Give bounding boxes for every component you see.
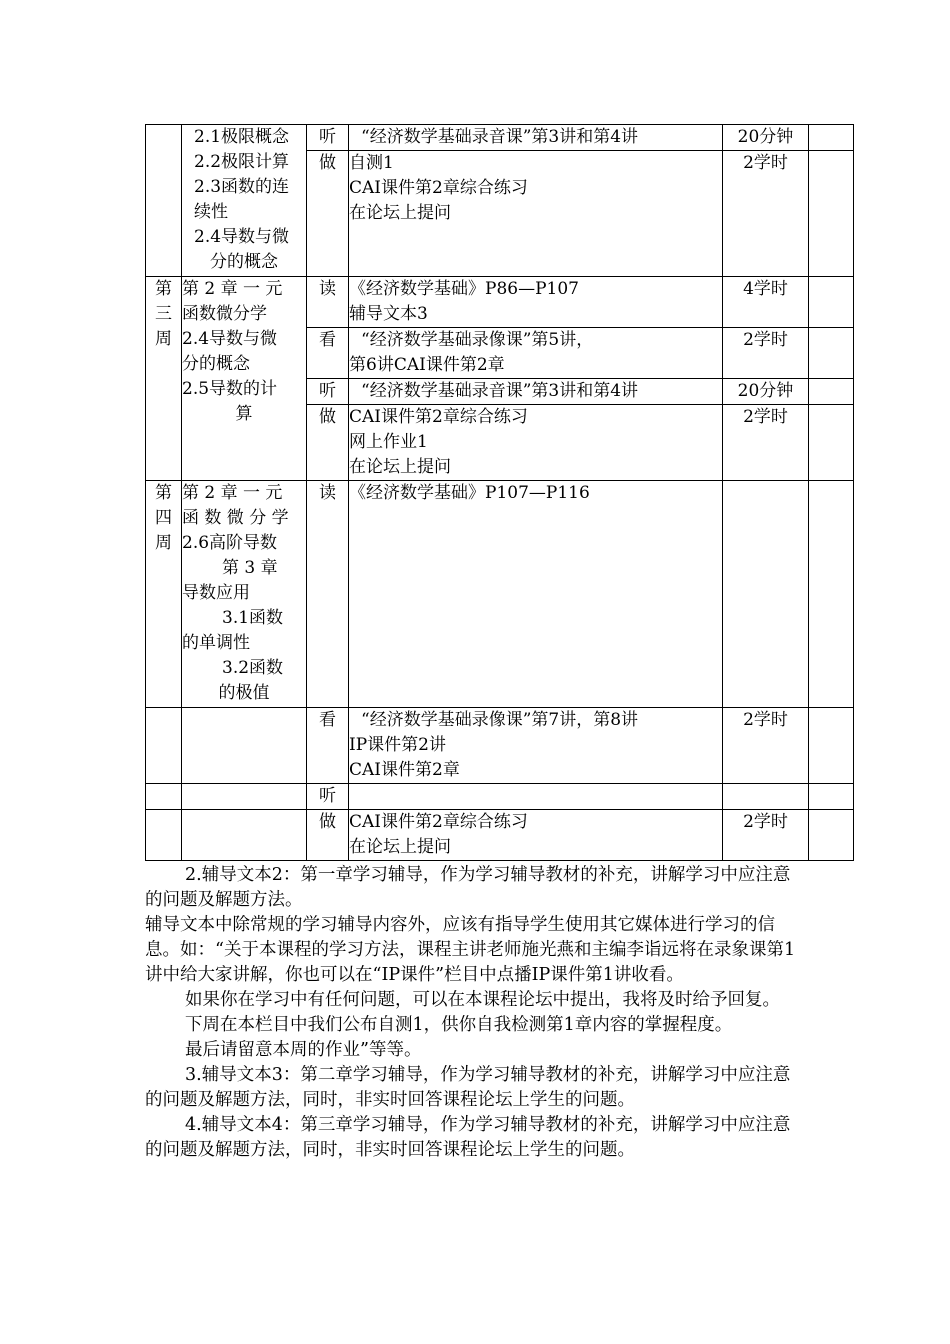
time-cell: 4学时 xyxy=(723,277,809,328)
table-row xyxy=(146,125,854,151)
note-cell xyxy=(809,379,854,405)
note-cell xyxy=(809,125,854,151)
week-cell xyxy=(146,125,182,277)
note-cell xyxy=(809,328,854,379)
chapter-cell: 2.1极限概念 2.2极限计算 2.3函数的连 续性 2.4导数与微 分的概念 xyxy=(182,125,307,277)
time-cell: 2学时 xyxy=(723,328,809,379)
note-cell xyxy=(809,481,854,708)
activity-cell: 做 xyxy=(307,151,349,277)
time-cell: 2学时 xyxy=(723,708,809,784)
content-cell: “经济数学基础录音课”第3讲和第4讲 xyxy=(349,125,723,151)
activity-cell: 看 xyxy=(307,328,349,379)
week-cell xyxy=(146,708,182,784)
activity-cell: 听 xyxy=(307,125,349,151)
activity-cell: 做 xyxy=(307,405,349,481)
content-cell: CAI课件第2章综合练习 网上作业1 在论坛上提问 xyxy=(349,405,723,481)
document-page xyxy=(145,124,853,1163)
table-row xyxy=(146,481,854,708)
paragraph: 最后请留意本周的作业”等等。 xyxy=(185,1040,422,1060)
activity-cell: 读 xyxy=(307,277,349,328)
paragraph: 4.辅导文本4：第三章学习辅导，作为学习辅导教材的补充，讲解学习中应注意的问题及解题方法，同时，非实时回答课程论坛上学生的问题。 xyxy=(145,1115,791,1160)
content-cell xyxy=(349,784,723,810)
paragraph: 辅导文本中除常规的学习辅导内容外，应该有指导学生使用其它媒体进行学习的信息。如：“关于本课程的学习方法，课程主讲老师施光燕和主编李诣远将在录象课第1讲中给大家讲解，你也可以在“IP课件”栏目中点播IP课件第1讲收看。 xyxy=(145,915,796,985)
note-cell xyxy=(809,277,854,328)
note-cell xyxy=(809,151,854,277)
chapter-cell xyxy=(182,708,307,784)
week-cell xyxy=(146,810,182,861)
table-row xyxy=(146,810,854,861)
content-cell: “经济数学基础录音课”第3讲和第4讲 xyxy=(349,379,723,405)
study-schedule-table xyxy=(145,124,854,861)
note-cell xyxy=(809,708,854,784)
time-cell: 20分钟 xyxy=(723,379,809,405)
activity-cell: 做 xyxy=(307,810,349,861)
paragraph: 下周在本栏目中我们公布自测1，供你自我检测第1章内容的掌握程度。 xyxy=(185,1015,733,1035)
time-cell: 2学时 xyxy=(723,810,809,861)
content-cell: 《经济数学基础》P107—P116 xyxy=(349,481,723,708)
activity-cell: 听 xyxy=(307,379,349,405)
chapter-cell xyxy=(182,810,307,861)
chapter-cell: 第 2 章 一 元 函数微分学 2.4导数与微 分的概念 2.5导数的计 算 xyxy=(182,277,307,481)
chapter-cell: 第 2 章 一 元 函 数 微 分 学 2.6高阶导数 第 3 章 导数应用 3.1函数 的单调性 3.2函数 的极值 xyxy=(182,481,307,708)
content-cell: 自测1 CAI课件第2章综合练习 在论坛上提问 xyxy=(349,151,723,277)
table-row xyxy=(146,708,854,784)
paragraph: 2.辅导文本2：第一章学习辅导，作为学习辅导教材的补充，讲解学习中应注意的问题及解题方法。 xyxy=(145,865,791,910)
week-cell: 第 三 周 xyxy=(146,277,182,481)
activity-cell: 听 xyxy=(307,784,349,810)
chapter-cell xyxy=(182,784,307,810)
content-cell: “经济数学基础录像课”第5讲， 第6讲CAI课件第2章 xyxy=(349,328,723,379)
activity-cell: 看 xyxy=(307,708,349,784)
time-cell xyxy=(723,784,809,810)
note-cell xyxy=(809,405,854,481)
activity-cell: 读 xyxy=(307,481,349,708)
week-cell: 第 四 周 xyxy=(146,481,182,708)
content-cell: 《经济数学基础》P86—P107 辅导文本3 xyxy=(349,277,723,328)
note-cell xyxy=(809,810,854,861)
paragraph: 如果你在学习中有任何问题，可以在本课程论坛中提出，我将及时给予回复。 xyxy=(185,990,780,1010)
time-cell: 2学时 xyxy=(723,151,809,277)
content-cell: “经济数学基础录像课”第7讲，第8讲 IP课件第2讲 CAI课件第2章 xyxy=(349,708,723,784)
table-row xyxy=(146,784,854,810)
table-row xyxy=(146,277,854,328)
time-cell: 2学时 xyxy=(723,405,809,481)
content-cell: CAI课件第2章综合练习 在论坛上提问 xyxy=(349,810,723,861)
note-cell xyxy=(809,784,854,810)
body-text xyxy=(145,863,805,1163)
time-cell xyxy=(723,481,809,708)
week-cell xyxy=(146,784,182,810)
paragraph: 3.辅导文本3：第二章学习辅导，作为学习辅导教材的补充，讲解学习中应注意的问题及解题方法，同时，非实时回答课程论坛上学生的问题。 xyxy=(145,1065,791,1110)
time-cell: 20分钟 xyxy=(723,125,809,151)
